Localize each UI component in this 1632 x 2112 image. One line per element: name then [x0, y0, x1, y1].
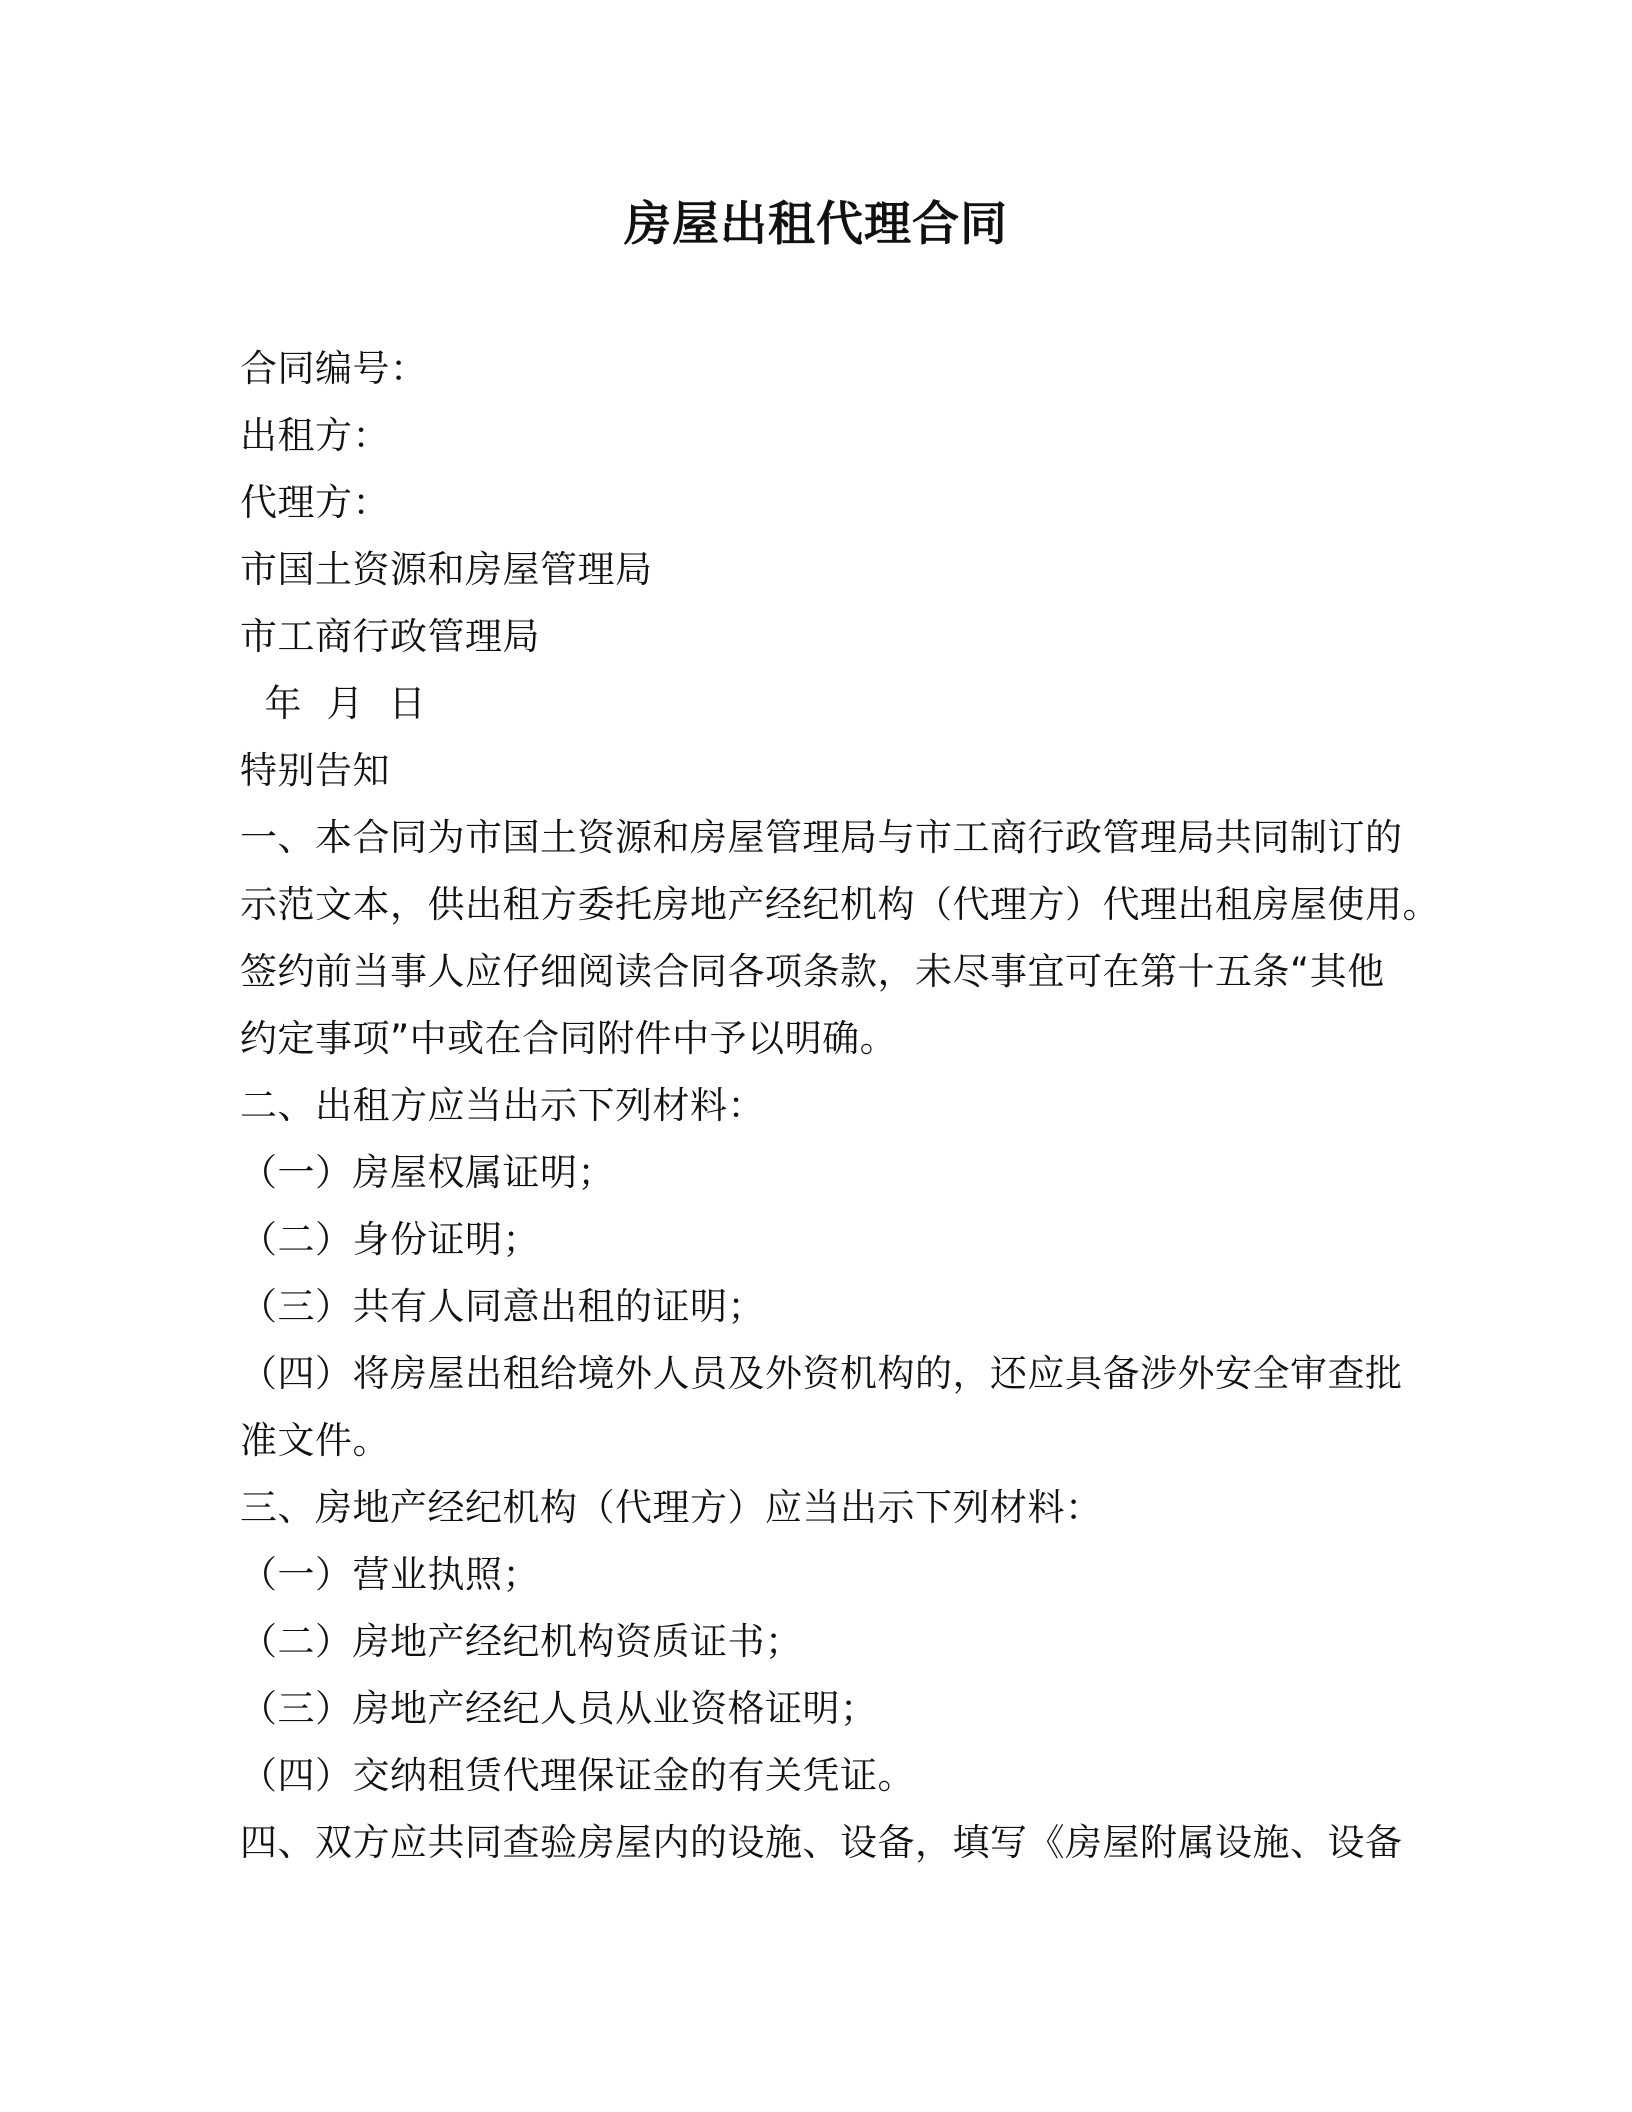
issuer-land-bureau: 市国土资源和房屋管理局 — [240, 548, 653, 591]
agent-line: 代理方： — [240, 481, 390, 524]
issuer-commerce-bureau: 市工商行政管理局 — [240, 615, 540, 658]
notice-paragraph-line: 一、本合同为市国土资源和房屋管理局与市工商行政管理局共同制订的 — [240, 816, 1403, 859]
list-item: （四）将房屋出租给境外人员及外资机构的，还应具备涉外安全审查批 — [240, 1352, 1403, 1395]
notice-paragraph-line: 示范文本，供出租方委托房地产经纪机构（代理方）代理出租房屋使用。 — [240, 883, 1440, 926]
special-notice-heading: 特别告知 — [240, 749, 390, 792]
section-heading: 三、房地产经纪机构（代理方）应当出示下列材料： — [240, 1486, 1103, 1529]
list-item: （四）交纳租赁代理保证金的有关凭证。 — [240, 1754, 915, 1797]
list-item: （一）房屋权属证明； — [240, 1151, 615, 1194]
section-heading: 二、出租方应当出示下列材料： — [240, 1084, 765, 1127]
list-item: （三）房地产经纪人员从业资格证明； — [240, 1687, 878, 1730]
section-heading: 四、双方应共同查验房屋内的设施、设备，填写《房屋附属设施、设备 — [240, 1821, 1403, 1864]
document-body — [240, 335, 1440, 1876]
list-item: （二）身份证明； — [240, 1218, 540, 1261]
lessor-line: 出租方： — [240, 414, 390, 457]
contract-number-line: 合同编号： — [240, 347, 428, 390]
list-item: （二）房地产经纪机构资质证书； — [240, 1620, 803, 1663]
list-item: （三）共有人同意出租的证明； — [240, 1285, 765, 1328]
notice-paragraph-line: 约定事项”中或在合同附件中予以明确。 — [240, 1017, 898, 1060]
date-line: 年 月 日 — [240, 682, 427, 725]
list-item: （一）营业执照； — [240, 1553, 540, 1596]
list-item-continuation: 准文件。 — [240, 1419, 390, 1462]
document-title: 房屋出租代理合同 — [624, 197, 1008, 252]
notice-paragraph-line: 签约前当事人应仔细阅读合同各项条款，未尽事宜可在第十五条“其他 — [240, 950, 1385, 993]
